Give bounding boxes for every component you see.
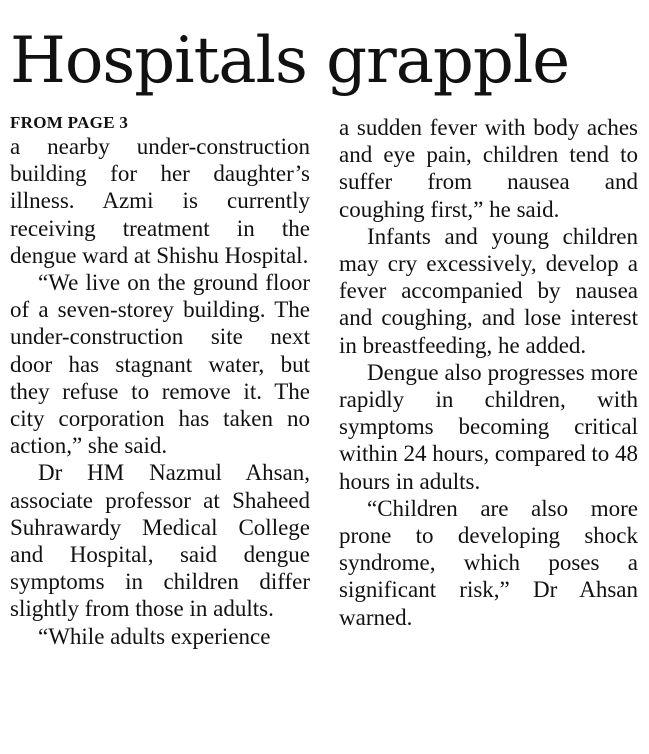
article-column-right bbox=[339, 114, 638, 631]
article-column-left bbox=[10, 114, 310, 650]
paragraph: a nearby under-construction building for her daughter’s illness. Azmi is currently receiving treatment in the dengue ward at Shishu Hospital. bbox=[10, 134, 310, 268]
paragraph: “Children are also more prone to developing shock syndrome, which poses a significant risk,” Dr Ahsan warned. bbox=[339, 495, 638, 630]
paragraph: “While adults experience bbox=[38, 623, 271, 649]
paragraph: Infants and young children may cry excessively, develop a fever accompanied by nausea and coughing, and lose interest in breastfeeding, he added. bbox=[339, 223, 638, 358]
continuation-kicker: FROM PAGE 3 bbox=[10, 113, 129, 132]
paragraph: Dengue also progresses more rapidly in children, with symptoms becoming critical within 24 hours, compared to 48 hours in adults. bbox=[339, 359, 638, 494]
headline: Hospitals grapple bbox=[10, 24, 570, 98]
paragraph: Dr HM Nazmul Ahsan, associate professor at Shaheed Suhrawardy Medical College and Hospital, said dengue symptoms in children differ slightly from those in adults. bbox=[10, 460, 310, 622]
paragraph: “We live on the ground floor of a seven-storey building. The under-construction site next door has stagnant water, but they refuse to remove it. The city corporation has taken no action,” she said. bbox=[10, 270, 310, 459]
paragraph: a sudden fever with body aches and eye pain, children tend to suffer from nausea and coughing first,” he said. bbox=[339, 115, 638, 222]
